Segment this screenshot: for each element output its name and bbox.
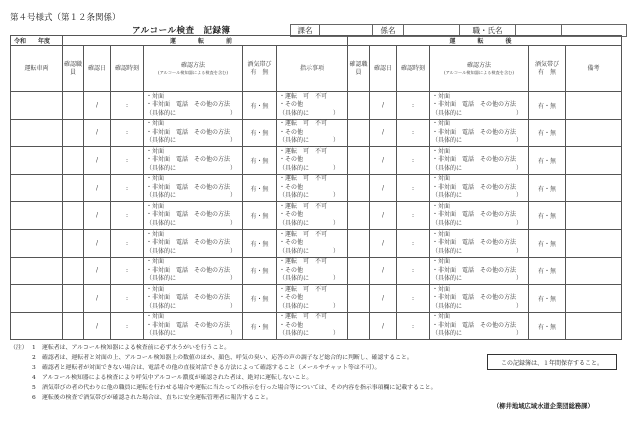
instr-drive-permit: ・運転 可 不可 <box>279 92 328 100</box>
col-time-before: 確認時刻 <box>111 46 144 92</box>
table-row <box>11 92 622 120</box>
method-face-to-face: ・対面 <box>432 313 451 321</box>
time-before-cell[interactable]: : <box>111 312 144 340</box>
time-before-cell[interactable]: : <box>111 285 144 313</box>
method-face-to-face: ・対面 <box>146 230 165 238</box>
table-row <box>11 285 622 313</box>
method-before-cell[interactable] <box>144 119 243 147</box>
method-face-to-face: ・対面 <box>146 313 165 321</box>
method-detail-close: ） <box>229 137 236 145</box>
col-alcohol-after-sub: 有 無 <box>537 68 556 76</box>
method-detail-open: （具体的に <box>432 137 463 145</box>
date-before-cell[interactable]: / <box>84 202 111 230</box>
date-after-cell[interactable]: / <box>370 147 397 175</box>
method-before-cell[interactable] <box>144 202 243 230</box>
method-before-cell[interactable] <box>144 147 243 175</box>
after-driving-header: 運 転 後 <box>348 36 622 46</box>
table-row <box>11 229 622 257</box>
staff-before-cell[interactable] <box>63 174 84 202</box>
instruction-cell[interactable] <box>277 285 348 313</box>
instruction-cell[interactable] <box>277 229 348 257</box>
note-number: 1 <box>32 345 36 351</box>
staff-after-cell[interactable] <box>348 202 370 230</box>
time-before-cell[interactable]: : <box>111 147 144 175</box>
note-label <box>10 393 32 403</box>
staff-before-cell[interactable] <box>63 285 84 313</box>
staff-before-cell[interactable] <box>63 202 84 230</box>
method-face-to-face: ・対面 <box>146 285 165 293</box>
instr-detail-close: ） <box>332 164 339 172</box>
method-detail-open: （具体的に <box>146 109 177 117</box>
date-before-cell[interactable]: / <box>84 119 111 147</box>
method-detail-open: （具体的に <box>432 164 463 172</box>
table-row <box>11 119 622 147</box>
date-after-cell[interactable]: / <box>370 92 397 120</box>
instr-detail-close: ） <box>332 109 339 117</box>
staff-after-cell[interactable] <box>348 92 370 120</box>
method-detail-open: （具体的に <box>146 247 177 255</box>
method-face-to-face: ・対面 <box>146 175 165 183</box>
instr-other: ・その他 <box>279 266 304 274</box>
method-after-cell[interactable] <box>430 147 529 175</box>
alcohol-after-cell[interactable]: 有・無 <box>529 174 566 202</box>
instr-drive-permit: ・運転 可 不可 <box>279 258 328 266</box>
note-number: 4 <box>32 375 36 381</box>
instr-detail-close: ） <box>332 330 339 338</box>
date-after-cell[interactable]: / <box>370 174 397 202</box>
method-remote: ・非対面 電話 その他の方法 <box>146 321 231 329</box>
method-remote: ・非対面 電話 その他の方法 <box>146 156 231 164</box>
method-face-to-face: ・対面 <box>432 92 451 100</box>
method-remote: ・非対面 電話 その他の方法 <box>432 183 517 191</box>
date-before-cell[interactable]: / <box>84 312 111 340</box>
col-remarks: 備考 <box>566 46 622 92</box>
remarks-cell[interactable] <box>566 285 622 313</box>
date-after-cell[interactable]: / <box>370 119 397 147</box>
instruction-cell[interactable] <box>277 257 348 285</box>
time-after-cell[interactable]: : <box>397 229 430 257</box>
col-instruction: 指示事項 <box>277 46 348 92</box>
instr-detail-open: （具体的に <box>279 137 310 145</box>
method-detail-open: （具体的に <box>432 192 463 200</box>
instr-drive-permit: ・運転 可 不可 <box>279 120 328 128</box>
method-remote: ・非対面 電話 その他の方法 <box>146 211 231 219</box>
instr-detail-open: （具体的に <box>279 109 310 117</box>
col-method-after-note: (アルコール検知器による検査を含む) <box>443 69 515 75</box>
remarks-cell[interactable] <box>566 312 622 340</box>
note-number: 5 <box>32 385 36 391</box>
form-number: 第４号様式（第１２条関係） <box>10 13 121 23</box>
date-before-cell[interactable]: / <box>84 92 111 120</box>
remarks-cell[interactable] <box>566 119 622 147</box>
instr-drive-permit: ・運転 可 不可 <box>279 147 328 155</box>
date-before-cell[interactable]: / <box>84 285 111 313</box>
date-before-cell[interactable]: / <box>84 257 111 285</box>
instr-other: ・その他 <box>279 156 304 164</box>
method-detail-close: ） <box>515 109 522 117</box>
method-remote: ・非対面 電話 その他の方法 <box>432 294 517 302</box>
instr-detail-open: （具体的に <box>279 275 310 283</box>
method-face-to-face: ・対面 <box>432 202 451 210</box>
method-after-cell[interactable] <box>430 285 529 313</box>
position-name-label: 職・氏名 <box>460 25 516 37</box>
record-table <box>10 35 622 340</box>
alcohol-after-cell[interactable]: 有・無 <box>529 312 566 340</box>
time-after-cell[interactable]: : <box>397 285 430 313</box>
method-remote: ・非対面 電話 その他の方法 <box>432 266 517 274</box>
method-after-cell[interactable] <box>430 119 529 147</box>
instr-detail-open: （具体的に <box>279 192 310 200</box>
vehicle-cell[interactable] <box>11 257 63 285</box>
note-item <box>10 393 437 403</box>
remarks-cell[interactable] <box>566 229 622 257</box>
date-after-cell[interactable]: / <box>370 285 397 313</box>
method-remote: ・非対面 電話 その他の方法 <box>432 156 517 164</box>
method-remote: ・非対面 電話 その他の方法 <box>432 128 517 136</box>
note-text: 確認者と運転者が対面できない場合は、電話その他の直接対話できる方法によって確認すること（メールやチャット等は不可）。 <box>42 365 381 371</box>
date-after-cell[interactable]: / <box>370 312 397 340</box>
method-after-cell[interactable] <box>430 174 529 202</box>
staff-after-cell[interactable] <box>348 147 370 175</box>
instruction-cell[interactable] <box>277 92 348 120</box>
date-before-cell[interactable]: / <box>84 147 111 175</box>
time-before-cell[interactable]: : <box>111 257 144 285</box>
staff-before-cell[interactable] <box>63 312 84 340</box>
alcohol-before-cell[interactable]: 有・無 <box>243 312 277 340</box>
time-before-cell[interactable]: : <box>111 92 144 120</box>
instr-detail-close: ） <box>332 247 339 255</box>
method-detail-close: ） <box>229 192 236 200</box>
form-title: アルコール検査 記録簿 <box>132 26 231 36</box>
col-method-before <box>144 46 243 92</box>
instr-detail-open: （具体的に <box>279 164 310 172</box>
time-after-cell[interactable]: : <box>397 202 430 230</box>
remarks-cell[interactable] <box>566 174 622 202</box>
note-item <box>10 343 437 353</box>
method-detail-open: （具体的に <box>146 164 177 172</box>
method-before-cell[interactable] <box>144 174 243 202</box>
alcohol-after-cell[interactable]: 有・無 <box>529 92 566 120</box>
note-item <box>10 353 437 363</box>
method-face-to-face: ・対面 <box>146 120 165 128</box>
col-staff-after: 確認職員 <box>348 46 370 92</box>
col-time-after: 確認時刻 <box>397 46 430 92</box>
method-remote: ・非対面 電話 その他の方法 <box>146 239 231 247</box>
staff-after-cell[interactable] <box>348 229 370 257</box>
note-item <box>10 363 437 373</box>
col-method-after-label: 確認方法 <box>466 61 491 69</box>
method-detail-close: ） <box>515 137 522 145</box>
remarks-cell[interactable] <box>566 92 622 120</box>
vehicle-cell[interactable] <box>11 174 63 202</box>
instruction-cell[interactable] <box>277 119 348 147</box>
method-face-to-face: ・対面 <box>146 202 165 210</box>
note-text: アルコール検知器による検査により呼気中アルコール濃度が確認された者は、絶対に運転しないこと。 <box>42 375 313 381</box>
method-detail-close: ） <box>515 302 522 310</box>
before-driving-header: 運 転 前 <box>63 36 348 46</box>
remarks-cell[interactable] <box>566 202 622 230</box>
alcohol-after-cell[interactable]: 有・無 <box>529 257 566 285</box>
vehicle-cell[interactable] <box>11 285 63 313</box>
instruction-cell[interactable] <box>277 174 348 202</box>
remarks-cell[interactable] <box>566 257 622 285</box>
time-after-cell[interactable]: : <box>397 119 430 147</box>
method-after-cell[interactable] <box>430 257 529 285</box>
date-after-cell[interactable]: / <box>370 202 397 230</box>
instr-drive-permit: ・運転 可 不可 <box>279 285 328 293</box>
alcohol-before-cell[interactable]: 有・無 <box>243 119 277 147</box>
method-detail-close: ） <box>515 330 522 338</box>
alcohol-before-cell[interactable]: 有・無 <box>243 174 277 202</box>
instr-detail-close: ） <box>332 192 339 200</box>
department-name: （柳井地域広域水道企業団総務課） <box>493 403 594 410</box>
instruction-cell[interactable] <box>277 312 348 340</box>
method-face-to-face: ・対面 <box>146 147 165 155</box>
vehicle-cell[interactable] <box>11 119 63 147</box>
method-face-to-face: ・対面 <box>432 230 451 238</box>
col-staff-before: 確認職員 <box>63 46 84 92</box>
method-remote: ・非対面 電話 その他の方法 <box>432 321 517 329</box>
method-after-cell[interactable] <box>430 92 529 120</box>
table-row <box>11 312 622 340</box>
alcohol-before-cell[interactable]: 有・無 <box>243 147 277 175</box>
method-remote: ・非対面 電話 その他の方法 <box>432 239 517 247</box>
instr-other: ・その他 <box>279 183 304 191</box>
method-before-cell[interactable] <box>144 229 243 257</box>
time-before-cell[interactable]: : <box>111 229 144 257</box>
section-label: 課名 <box>291 25 320 37</box>
method-before-cell[interactable] <box>144 312 243 340</box>
col-alcohol-before-sub: 有 無 <box>250 68 269 76</box>
time-before-cell[interactable]: : <box>111 119 144 147</box>
instr-detail-close: ） <box>332 137 339 145</box>
method-detail-open: （具体的に <box>146 330 177 338</box>
method-remote: ・非対面 電話 その他の方法 <box>146 266 231 274</box>
staff-before-cell[interactable] <box>63 119 84 147</box>
remarks-cell[interactable] <box>566 147 622 175</box>
note-text: 運転後の検査で酒気帯びが確認された場合は、直ちに安全運転管理者に報告すること。 <box>42 395 272 401</box>
method-after-cell[interactable] <box>430 202 529 230</box>
note-number: 3 <box>32 365 36 371</box>
method-face-to-face: ・対面 <box>146 92 165 100</box>
note-text: 確認者は、運転者と対面の上、アルコール検知器上の数値のほか、顔色、呼気の臭い、応答の声の調子など総合的に判断し、確認すること。 <box>42 355 413 361</box>
instr-detail-close: ） <box>332 219 339 227</box>
alcohol-after-cell[interactable]: 有・無 <box>529 229 566 257</box>
note-label <box>10 363 32 373</box>
table-row <box>11 202 622 230</box>
subsection-label: 係名 <box>373 25 404 37</box>
method-detail-close: ） <box>229 219 236 227</box>
alcohol-after-cell[interactable]: 有・無 <box>529 147 566 175</box>
method-face-to-face: ・対面 <box>146 258 165 266</box>
alcohol-before-cell[interactable]: 有・無 <box>243 92 277 120</box>
instr-detail-open: （具体的に <box>279 219 310 227</box>
method-remote: ・非対面 電話 その他の方法 <box>146 294 231 302</box>
method-detail-open: （具体的に <box>146 137 177 145</box>
time-after-cell[interactable]: : <box>397 174 430 202</box>
alcohol-before-cell[interactable]: 有・無 <box>243 285 277 313</box>
date-before-cell[interactable]: / <box>84 229 111 257</box>
method-detail-close: ） <box>229 109 236 117</box>
method-detail-open: （具体的に <box>432 330 463 338</box>
col-alcohol-before <box>243 46 277 92</box>
method-detail-close: ） <box>229 275 236 283</box>
era-year-label: 令和 年度 <box>11 36 63 46</box>
col-alcohol-before-label: 酒気帯び <box>247 60 272 68</box>
method-remote: ・非対面 電話 その他の方法 <box>432 101 517 109</box>
staff-after-cell[interactable] <box>348 174 370 202</box>
table-row <box>11 147 622 175</box>
method-remote: ・非対面 電話 その他の方法 <box>146 128 231 136</box>
col-vehicle: 運転車両 <box>11 46 63 92</box>
table-row <box>11 174 622 202</box>
method-before-cell[interactable] <box>144 285 243 313</box>
method-detail-close: ） <box>229 330 236 338</box>
method-detail-open: （具体的に <box>432 302 463 310</box>
staff-before-cell[interactable] <box>63 257 84 285</box>
notes-section <box>10 343 437 403</box>
alcohol-after-cell[interactable]: 有・無 <box>529 285 566 313</box>
method-face-to-face: ・対面 <box>432 285 451 293</box>
instr-other: ・その他 <box>279 128 304 136</box>
note-text: 運転者は、アルコール検知器による検査前に必ず水うがいを行うこと。 <box>42 345 231 351</box>
method-remote: ・非対面 電話 その他の方法 <box>146 101 231 109</box>
note-text: 酒気帯びの者の代わりに他の職員に運転を行わせる場合や運転に当たっての指示を行った場合等については、その内容を指示事項欄に記載すること。 <box>42 385 437 391</box>
instruction-cell[interactable] <box>277 147 348 175</box>
col-date-after: 確認日 <box>370 46 397 92</box>
staff-before-cell[interactable] <box>63 229 84 257</box>
method-detail-open: （具体的に <box>146 302 177 310</box>
table-row <box>11 257 622 285</box>
time-after-cell[interactable]: : <box>397 147 430 175</box>
instr-other: ・その他 <box>279 294 304 302</box>
instr-detail-open: （具体的に <box>279 247 310 255</box>
note-label: （注） <box>10 345 28 351</box>
method-detail-close: ） <box>229 164 236 172</box>
col-alcohol-after <box>529 46 566 92</box>
method-detail-close: ） <box>515 192 522 200</box>
method-detail-close: ） <box>229 302 236 310</box>
instr-other: ・その他 <box>279 321 304 329</box>
method-before-cell[interactable] <box>144 92 243 120</box>
staff-before-cell[interactable] <box>63 92 84 120</box>
method-detail-open: （具体的に <box>432 219 463 227</box>
retention-notice: この記録簿は、１年間保存すること。 <box>487 354 617 370</box>
date-after-cell[interactable]: / <box>370 229 397 257</box>
date-after-cell[interactable]: / <box>370 257 397 285</box>
method-face-to-face: ・対面 <box>432 175 451 183</box>
method-detail-close: ） <box>515 247 522 255</box>
method-detail-open: （具体的に <box>146 219 177 227</box>
alcohol-before-cell[interactable]: 有・無 <box>243 202 277 230</box>
staff-after-cell[interactable] <box>348 257 370 285</box>
alcohol-before-cell[interactable]: 有・無 <box>243 229 277 257</box>
instr-other: ・その他 <box>279 101 304 109</box>
staff-after-cell[interactable] <box>348 285 370 313</box>
instr-drive-permit: ・運転 可 不可 <box>279 313 328 321</box>
date-before-cell[interactable]: / <box>84 174 111 202</box>
staff-after-cell[interactable] <box>348 312 370 340</box>
time-before-cell[interactable]: : <box>111 174 144 202</box>
note-item <box>10 373 437 383</box>
col-method-before-label: 確認方法 <box>180 61 205 69</box>
note-number: 2 <box>32 355 36 361</box>
note-label <box>10 373 32 383</box>
col-method-after <box>430 46 529 92</box>
vehicle-cell[interactable] <box>11 202 63 230</box>
method-detail-close: ） <box>515 275 522 283</box>
col-method-before-note: (アルコール検知器による検査を含む) <box>157 69 229 75</box>
method-face-to-face: ・対面 <box>432 258 451 266</box>
alcohol-after-cell[interactable]: 有・無 <box>529 119 566 147</box>
time-after-cell[interactable]: : <box>397 257 430 285</box>
time-after-cell[interactable]: : <box>397 312 430 340</box>
note-label <box>10 353 32 363</box>
method-detail-open: （具体的に <box>146 192 177 200</box>
instr-detail-close: ） <box>332 275 339 283</box>
method-after-cell[interactable] <box>430 312 529 340</box>
method-detail-close: ） <box>515 164 522 172</box>
instr-detail-open: （具体的に <box>279 330 310 338</box>
time-before-cell[interactable]: : <box>111 202 144 230</box>
method-face-to-face: ・対面 <box>432 120 451 128</box>
note-number: 6 <box>32 395 36 401</box>
vehicle-cell[interactable] <box>11 147 63 175</box>
method-detail-open: （具体的に <box>146 275 177 283</box>
method-remote: ・非対面 電話 その他の方法 <box>146 183 231 191</box>
instr-drive-permit: ・運転 可 不可 <box>279 230 328 238</box>
vehicle-cell[interactable] <box>11 229 63 257</box>
staff-after-cell[interactable] <box>348 119 370 147</box>
col-date-before: 確認日 <box>84 46 111 92</box>
method-detail-open: （具体的に <box>432 109 463 117</box>
method-remote: ・非対面 電話 その他の方法 <box>432 211 517 219</box>
method-detail-open: （具体的に <box>432 247 463 255</box>
note-item <box>10 383 437 393</box>
method-detail-close: ） <box>229 247 236 255</box>
method-after-cell[interactable] <box>430 229 529 257</box>
note-label <box>10 383 32 393</box>
instr-detail-open: （具体的に <box>279 302 310 310</box>
instr-other: ・その他 <box>279 239 304 247</box>
instr-drive-permit: ・運転 可 不可 <box>279 202 328 210</box>
method-detail-open: （具体的に <box>432 275 463 283</box>
alcohol-after-cell[interactable]: 有・無 <box>529 202 566 230</box>
vehicle-cell[interactable] <box>11 312 63 340</box>
method-detail-close: ） <box>515 219 522 227</box>
method-before-cell[interactable] <box>144 257 243 285</box>
time-after-cell[interactable]: : <box>397 92 430 120</box>
vehicle-cell[interactable] <box>11 92 63 120</box>
instruction-cell[interactable] <box>277 202 348 230</box>
col-alcohol-after-label: 酒気帯び <box>534 60 559 68</box>
alcohol-before-cell[interactable]: 有・無 <box>243 257 277 285</box>
instr-detail-close: ） <box>332 302 339 310</box>
instr-drive-permit: ・運転 可 不可 <box>279 175 328 183</box>
instr-other: ・その他 <box>279 211 304 219</box>
staff-before-cell[interactable] <box>63 147 84 175</box>
method-face-to-face: ・対面 <box>432 147 451 155</box>
